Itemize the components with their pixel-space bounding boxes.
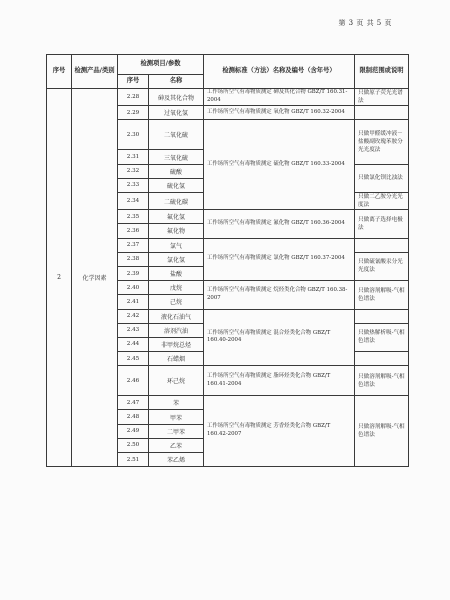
row-no: 2.48 (118, 410, 149, 424)
limit-cell: 只做离子选择电极法 (355, 210, 409, 238)
row-name: 苯 (149, 396, 204, 410)
row-name: 二硫化碳 (149, 192, 204, 209)
row-name: 过氧化氢 (149, 106, 204, 120)
row-name: 二氧化硫 (149, 120, 204, 150)
header-product-category: 检测产品/类别 (72, 55, 118, 89)
row-no: 2.47 (118, 396, 149, 410)
row-name: 盐酸 (149, 266, 204, 280)
limit-cell: 只做溶剂解吸-气相色谱法 (355, 281, 409, 309)
standard-cell: 工作场所空气有毒物质测定 氟化物 GBZ/T 160.36-2004 (204, 210, 355, 238)
row-name: 硫酸 (149, 164, 204, 178)
limit-cell: 只做溶剂解吸-气相色谱法 (355, 366, 409, 396)
standard-cell: 工作场所空气有毒物质测定 砷及其化合物 GBZ/T 160.31-2004 (204, 89, 355, 106)
standard-cell: 工作场所空气有毒物质测定 脂环烃类化合物 GBZ/T 160.41-2004 (204, 366, 355, 396)
row-name: 二甲苯 (149, 424, 204, 438)
row-no: 2.29 (118, 106, 149, 120)
header-limit: 限制范围或说明 (355, 55, 409, 89)
standard-cell: 工作场所空气有毒物质测定 芳香烃类化合物 GBZ/T 160.42-2007 (204, 396, 355, 467)
limit-cell: 只做溶剂解吸-气相色谱法 (355, 396, 409, 467)
standard-cell: 工作场所空气有毒物质测定 烷烃类化合物 GBZ/T 160.38-2007 (204, 281, 355, 309)
row-no: 2.28 (118, 89, 149, 106)
group-seq: 2 (47, 89, 72, 467)
header-item-name: 名称 (149, 75, 204, 89)
limit-cell (355, 309, 409, 323)
standard-cell: 工作场所空气有毒物质测定 氯化物 GBZ/T 160.37-2004 (204, 238, 355, 281)
test-scope-table (46, 54, 409, 467)
row-no: 2.46 (118, 366, 149, 396)
page-number: 第 3 页 共 5 页 (338, 19, 392, 27)
row-name: 戊烷 (149, 281, 204, 295)
limit-cell: 只做二乙胺分光光度法 (355, 192, 409, 209)
limit-cell: 只做热解析吸-气相色谱法 (355, 323, 409, 351)
row-name: 己烷 (149, 295, 204, 309)
row-name: 石蜡烟 (149, 352, 204, 366)
row-name: 氯气 (149, 238, 204, 252)
limit-cell: 只做甲醛缓冲液－盐酸副玫瑰苯胺分光光度法 (355, 120, 409, 164)
row-name: 环己烷 (149, 366, 204, 396)
standard-cell: 工作场所空气有毒物质测定 硫化物 GBZ/T 160.33-2004 (204, 120, 355, 210)
row-no: 2.36 (118, 224, 149, 238)
row-name: 乙苯 (149, 438, 204, 452)
header-item-param: 检测项目/参数 (118, 55, 204, 75)
row-name: 氟化物 (149, 224, 204, 238)
row-no: 2.51 (118, 453, 149, 467)
row-name: 硫化氢 (149, 178, 204, 192)
row-name: 非甲烷总烃 (149, 337, 204, 351)
limit-cell (355, 238, 409, 252)
row-no: 2.40 (118, 281, 149, 295)
row-no: 2.50 (118, 438, 149, 452)
row-no: 2.42 (118, 309, 149, 323)
row-name: 砷及其化合物 (149, 89, 204, 106)
row-no: 2.31 (118, 150, 149, 164)
row-no: 2.39 (118, 266, 149, 280)
standard-cell: 工作场所空气有毒物质测定 氧化物 GBZ/T 160.32-2004 (204, 106, 355, 120)
limit-cell (355, 352, 409, 366)
row-no: 2.34 (118, 192, 149, 209)
group-category: 化学因素 (72, 89, 118, 467)
row-name: 液化石油气 (149, 309, 204, 323)
row-name: 苯乙烯 (149, 453, 204, 467)
row-no: 2.33 (118, 178, 149, 192)
row-no: 2.41 (118, 295, 149, 309)
limit-cell: 只做硫氰酸汞分光光度法 (355, 252, 409, 280)
row-no: 2.37 (118, 238, 149, 252)
limit-cell: 只做原子荧光光谱法 (355, 89, 409, 106)
row-name: 甲苯 (149, 410, 204, 424)
header-standard: 检测标准（方法）名称及编号（含年号） (204, 55, 355, 89)
row-no: 2.32 (118, 164, 149, 178)
row-name: 溶剂汽油 (149, 323, 204, 337)
header-seq: 序号 (47, 55, 72, 89)
row-name: 三氧化硫 (149, 150, 204, 164)
limit-cell (355, 106, 409, 120)
row-no: 2.45 (118, 352, 149, 366)
row-no: 2.30 (118, 120, 149, 150)
row-no: 2.49 (118, 424, 149, 438)
row-name: 氟化氢 (149, 210, 204, 224)
row-no: 2.35 (118, 210, 149, 224)
limit-cell: 只做氯化钡比浊法 (355, 164, 409, 192)
row-no: 2.38 (118, 252, 149, 266)
row-no: 2.44 (118, 337, 149, 351)
standard-cell: 工作场所空气有毒物质测定 混合烃类化合物 GBZ/T 160.40-2004 (204, 309, 355, 366)
header-item-no: 序号 (118, 75, 149, 89)
row-name: 氯化氢 (149, 252, 204, 266)
row-no: 2.43 (118, 323, 149, 337)
